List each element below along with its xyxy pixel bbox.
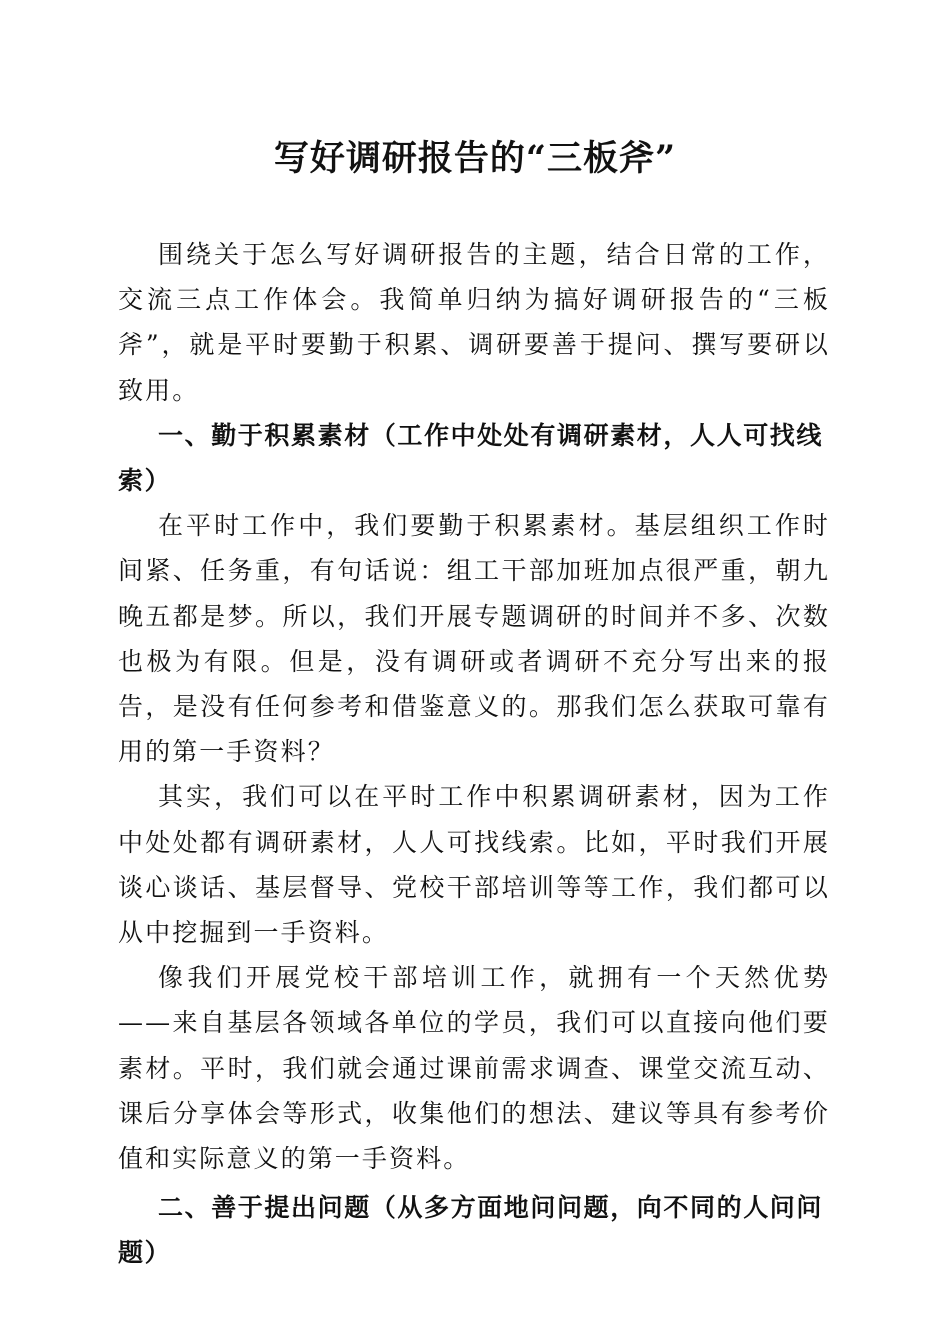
section-1-paragraph-3: 像我们开展党校干部培训工作，就拥有一个天然优势——来自基层各领域各单位的学员，我们可以直接向他们要素材。平时，我们就会通过课前需求调查、课堂交流互动、课后分享体会等形式，收集他们的想法、建议等具有参考价值和实际意义的第一手资料。 — [118, 963, 830, 1174]
document-title: 写好调研报告的“三板斧” — [273, 138, 677, 179]
section-1-paragraph-2: 其实，我们可以在平时工作中积累调研素材，因为工作中处处都有调研素材，人人可找线索。比如，平时我们开展谈心谈话、基层督导、党校干部培训等等工作，我们都可以从中挖掘到一手资料。 — [118, 782, 830, 948]
document-body — [118, 232, 830, 1276]
intro-paragraph: 围绕关于怎么写好调研报告的主题，结合日常的工作，交流三点工作体会。我简单归纳为搞好调研报告的“三板斧”，就是平时要勤于积累、调研要善于提问、撰写要研以致用。 — [118, 240, 830, 405]
section-heading-2: 二、善于提出问题（从多方面地问问题，向不同的人问问题） — [118, 1193, 824, 1268]
section-1-paragraph-1: 在平时工作中，我们要勤于积累素材。基层组织工作时间紧、任务重，有句话说：组工干部加班加点很严重，朝九晚五都是梦。所以，我们开展专题调研的时间并不多、次数也极为有限。但是，没有调研或者调研不充分写出来的报告，是没有任何参考和借鉴意义的。那我们怎么获取可靠有用的第一手资料？ — [118, 511, 830, 767]
section-heading-1: 一、勤于积累素材（工作中处处有调研素材，人人可找线索） — [118, 420, 824, 496]
